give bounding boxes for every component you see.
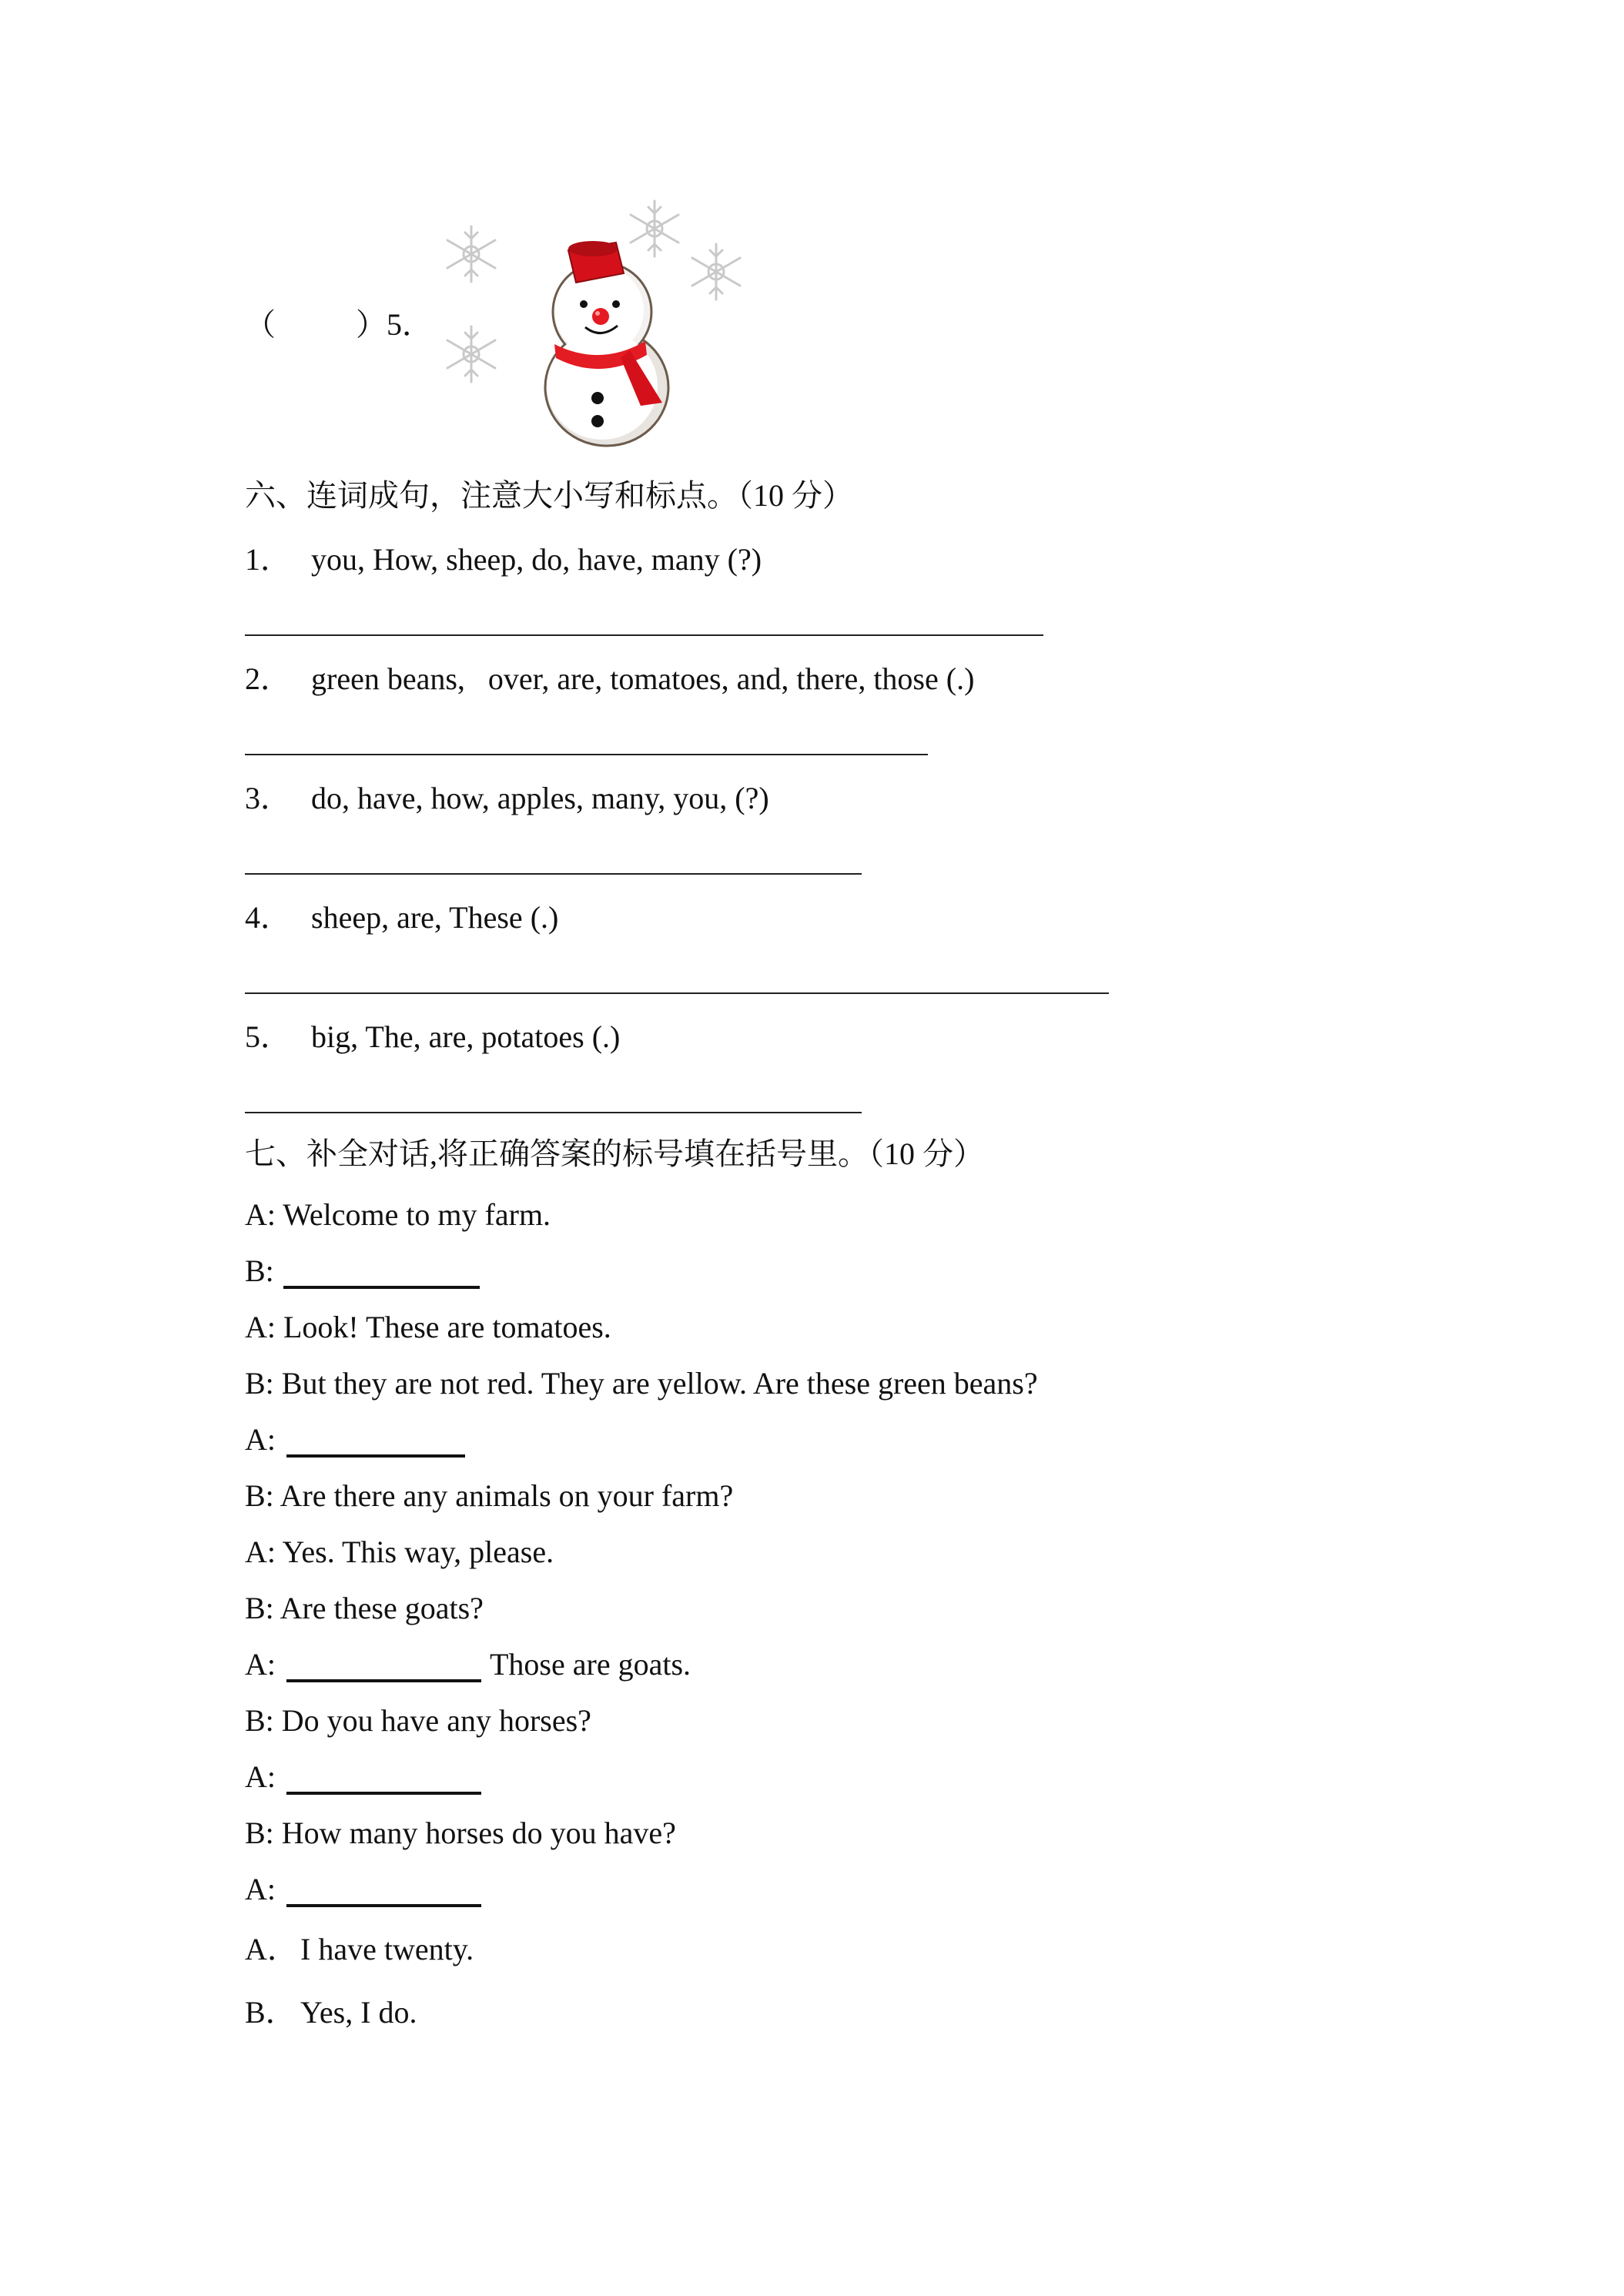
option-a-text: I have twenty.	[300, 1932, 474, 1966]
q5-paren-left: （	[245, 307, 276, 342]
s6-item-2-text: green beans, over, are, tomatoes, and, there, those (.)	[311, 661, 975, 696]
dialogue-line: B: How many horses do you have?	[245, 1816, 676, 1850]
dialogue-answer-blank[interactable]	[286, 1454, 465, 1458]
dialogue-answer-blank[interactable]	[286, 1792, 481, 1795]
dialogue-line: B: Are there any animals on your farm?	[245, 1478, 734, 1513]
dialogue-line: A: Welcome to my farm.	[245, 1197, 551, 1232]
s6-item-4-text: sheep, are, These (.)	[311, 900, 559, 935]
dialogue-line: A: Look! These are tomatoes.	[245, 1310, 611, 1344]
dialogue-line-continuation: Those are goats.	[490, 1647, 691, 1682]
snowflake-icon	[692, 244, 740, 300]
s6-item-2-answer-line[interactable]	[245, 754, 928, 755]
snowflake-icon	[447, 326, 495, 382]
snowflake-icon	[631, 201, 678, 256]
dialogue-answer-blank[interactable]	[283, 1286, 480, 1289]
snowflake-icon	[447, 226, 495, 282]
dialogue-line: B: Do you have any horses?	[245, 1703, 591, 1738]
section-6-title: 六、连词成句，注意大小写和标点。（10 分）	[245, 478, 853, 513]
dialogue-line: A:	[245, 1872, 283, 1906]
option-b-letter: B．	[245, 1995, 296, 2030]
s6-item-1-text: you, How, sheep, do, have, many (?)	[311, 542, 762, 577]
s6-item-3-text: do, have, how, apples, many, you, (?)	[311, 781, 769, 815]
s6-item-4-answer-line[interactable]	[245, 992, 1109, 994]
option-b-text: Yes, I do.	[300, 1995, 417, 2030]
s6-item-1-number: 1．	[245, 542, 291, 577]
s6-item-5-number: 5．	[245, 1019, 291, 1054]
option-a-letter: A．	[245, 1932, 298, 1966]
dialogue-line: B:	[245, 1253, 282, 1288]
dialogue-answer-blank[interactable]	[286, 1679, 481, 1682]
s6-item-5-text: big, The, are, potatoes (.)	[311, 1019, 621, 1054]
snowman-icon	[545, 241, 668, 446]
s6-item-3-number: 3．	[245, 781, 291, 815]
dialogue-line: A:	[245, 1647, 283, 1682]
s6-item-4-number: 4．	[245, 900, 291, 935]
dialogue-line: A: Yes. This way, please.	[245, 1535, 554, 1569]
s6-item-5-answer-line[interactable]	[245, 1112, 862, 1113]
q5-paren-right: ）5．	[356, 307, 433, 342]
s6-item-2-number: 2．	[245, 661, 291, 696]
section-7-title: 七、补全对话,将正确答案的标号填在括号里。（10 分）	[245, 1136, 984, 1171]
s6-item-3-answer-line[interactable]	[245, 873, 862, 875]
s6-item-1-answer-line[interactable]	[245, 634, 1043, 636]
dialogue-line: A:	[245, 1422, 283, 1457]
dialogue-line: B: Are these goats?	[245, 1591, 484, 1625]
dialogue-line: B: But they are not red. They are yellow. Are these green beans?	[245, 1366, 1038, 1401]
snowman-picture	[439, 196, 762, 458]
dialogue-line: A:	[245, 1759, 283, 1794]
dialogue-answer-blank[interactable]	[286, 1904, 481, 1907]
